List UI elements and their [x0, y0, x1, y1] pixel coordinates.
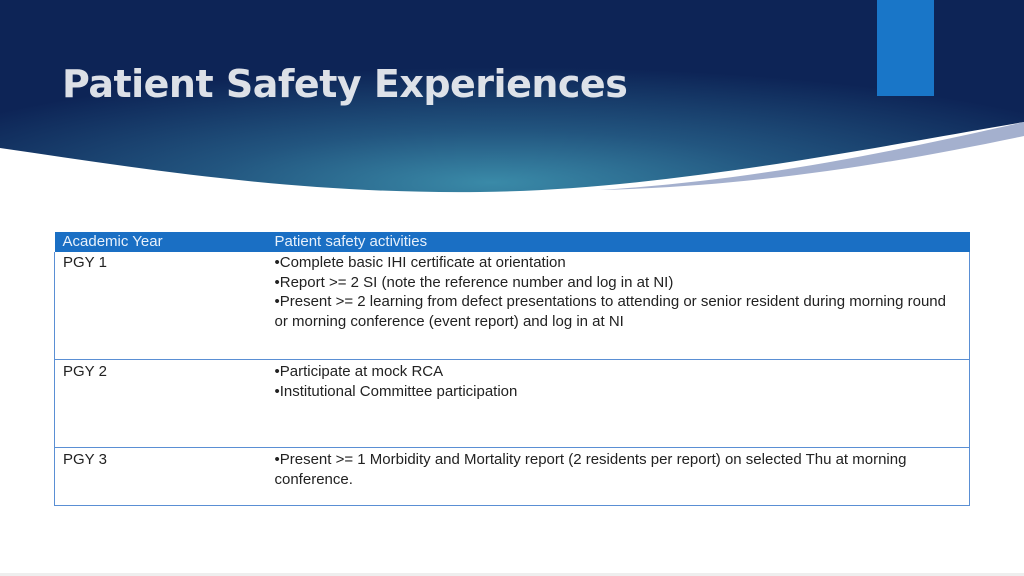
patient-safety-table	[54, 232, 970, 506]
column-header-academic-year: Academic Year	[55, 232, 267, 252]
activity-item: •Participate at mock RCA	[274, 363, 444, 380]
accent-tab	[877, 0, 934, 96]
year-cell: PGY 1	[55, 252, 267, 360]
year-cell: PGY 2	[55, 360, 267, 448]
activity-item: •Present >= 2 learning from defect presentations to attending or senior resident during morning round or morning conference (event report) and log in at NI	[274, 293, 946, 330]
activity-item: •Complete basic IHI certificate at orientation	[274, 254, 566, 271]
activity-item: •Present >= 1 Morbidity and Mortality report (2 residents per report) on selected Thu at morning conference.	[274, 451, 907, 488]
activity-item: •Report >= 2 SI (note the reference number and log in at NI)	[274, 273, 674, 291]
table-row	[55, 252, 970, 360]
table-row	[55, 360, 970, 448]
column-header-activities: Patient safety activities	[267, 232, 970, 252]
activity-item: •Institutional Committee participation	[274, 382, 518, 400]
activities-cell	[267, 360, 970, 448]
table-row	[55, 448, 970, 506]
activities-cell	[267, 448, 970, 506]
table-header-row	[55, 232, 970, 252]
page-title: Patient Safety Experiences	[62, 62, 628, 106]
activities-cell	[267, 252, 970, 360]
year-cell: PGY 3	[55, 448, 267, 506]
